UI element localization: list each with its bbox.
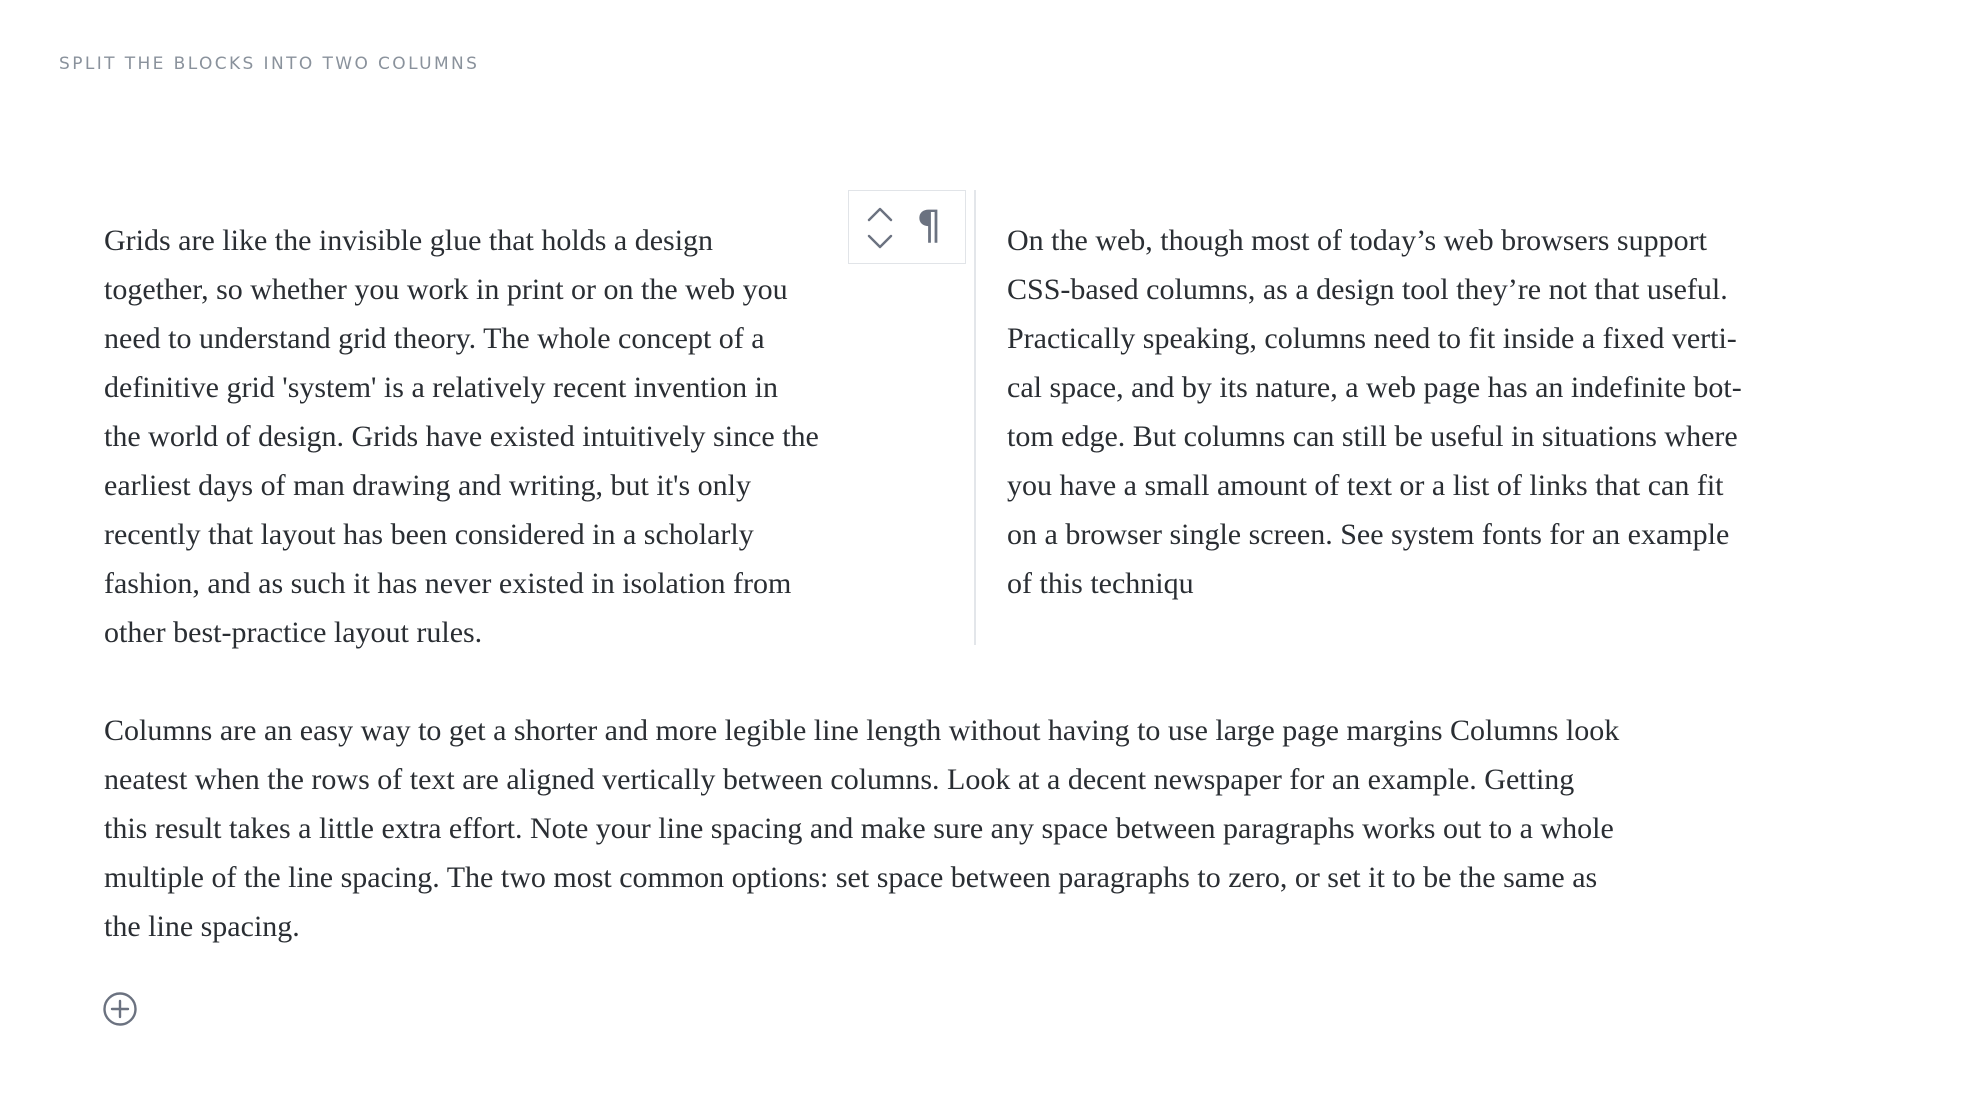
left-column-line: recently that layout has been considered in a scholarly — [104, 518, 754, 551]
column-divider — [974, 190, 976, 645]
left-column-line: the world of design. Grids have existed intuitively since the — [104, 420, 819, 453]
plus-circle-icon[interactable] — [102, 991, 138, 1027]
left-column-line: together, so whether you work in print or on the web you — [104, 273, 788, 306]
paragraph-line: neatest when the rows of text are aligned vertically between columns. Look at a decent newspaper for an example. Getting — [104, 763, 1575, 796]
chevron-down-icon[interactable] — [865, 231, 895, 253]
chevron-up-icon[interactable] — [865, 203, 895, 225]
right-column[interactable] — [1007, 216, 1877, 608]
right-column-line: Practically speaking, columns need to fit inside a fixed verti- — [1007, 322, 1737, 355]
right-column-line: CSS-based columns, as a design tool they’re not that useful. — [1007, 273, 1728, 306]
right-column-line: On the web, though most of today’s web browsers support — [1007, 224, 1707, 257]
right-column-line: tom edge. But columns can still be useful in situations where — [1007, 420, 1738, 453]
paragraph-line: this result takes a little extra effort. Note your line spacing and make sure any space between paragraphs works out to a whole — [104, 812, 1614, 845]
left-column-line: earliest days of man drawing and writing, but it's only — [104, 469, 751, 502]
left-column[interactable] — [104, 216, 954, 657]
columns-block[interactable] — [104, 190, 1868, 649]
paragraph-line: the line spacing. — [104, 910, 300, 943]
block-mover — [865, 203, 895, 253]
full-width-paragraph[interactable] — [104, 706, 1874, 951]
right-column-line: on a browser single screen. See system fonts for an example — [1007, 518, 1730, 551]
paragraph-line: Columns are an easy way to get a shorter and more legible line length without having to use large page margins Columns look — [104, 714, 1620, 747]
left-column-line: definitive grid 'system' is a relatively recent invention in — [104, 371, 778, 404]
block-toolbar — [848, 190, 966, 264]
left-column-line: fashion, and as such it has never existed in isolation from — [104, 567, 792, 600]
right-column-line: of this techniqu — [1007, 567, 1194, 600]
page-caption: SPLIT THE BLOCKS INTO TWO COLUMNS — [59, 54, 480, 74]
right-column-line: cal space, and by its nature, a web page has an indefinite bot- — [1007, 371, 1742, 404]
left-column-line: Grids are like the invisible glue that holds a design — [104, 224, 714, 257]
pilcrow-icon[interactable]: ¶ — [916, 203, 942, 249]
right-column-line: you have a small amount of text or a list of links that can fit — [1007, 469, 1724, 502]
left-column-line: need to understand grid theory. The whole concept of a — [104, 322, 765, 355]
left-column-line: other best-practice layout rules. — [104, 616, 483, 649]
paragraph-line: multiple of the line spacing. The two most common options: set space between paragraphs to zero, or set it to be the same as — [104, 861, 1598, 894]
